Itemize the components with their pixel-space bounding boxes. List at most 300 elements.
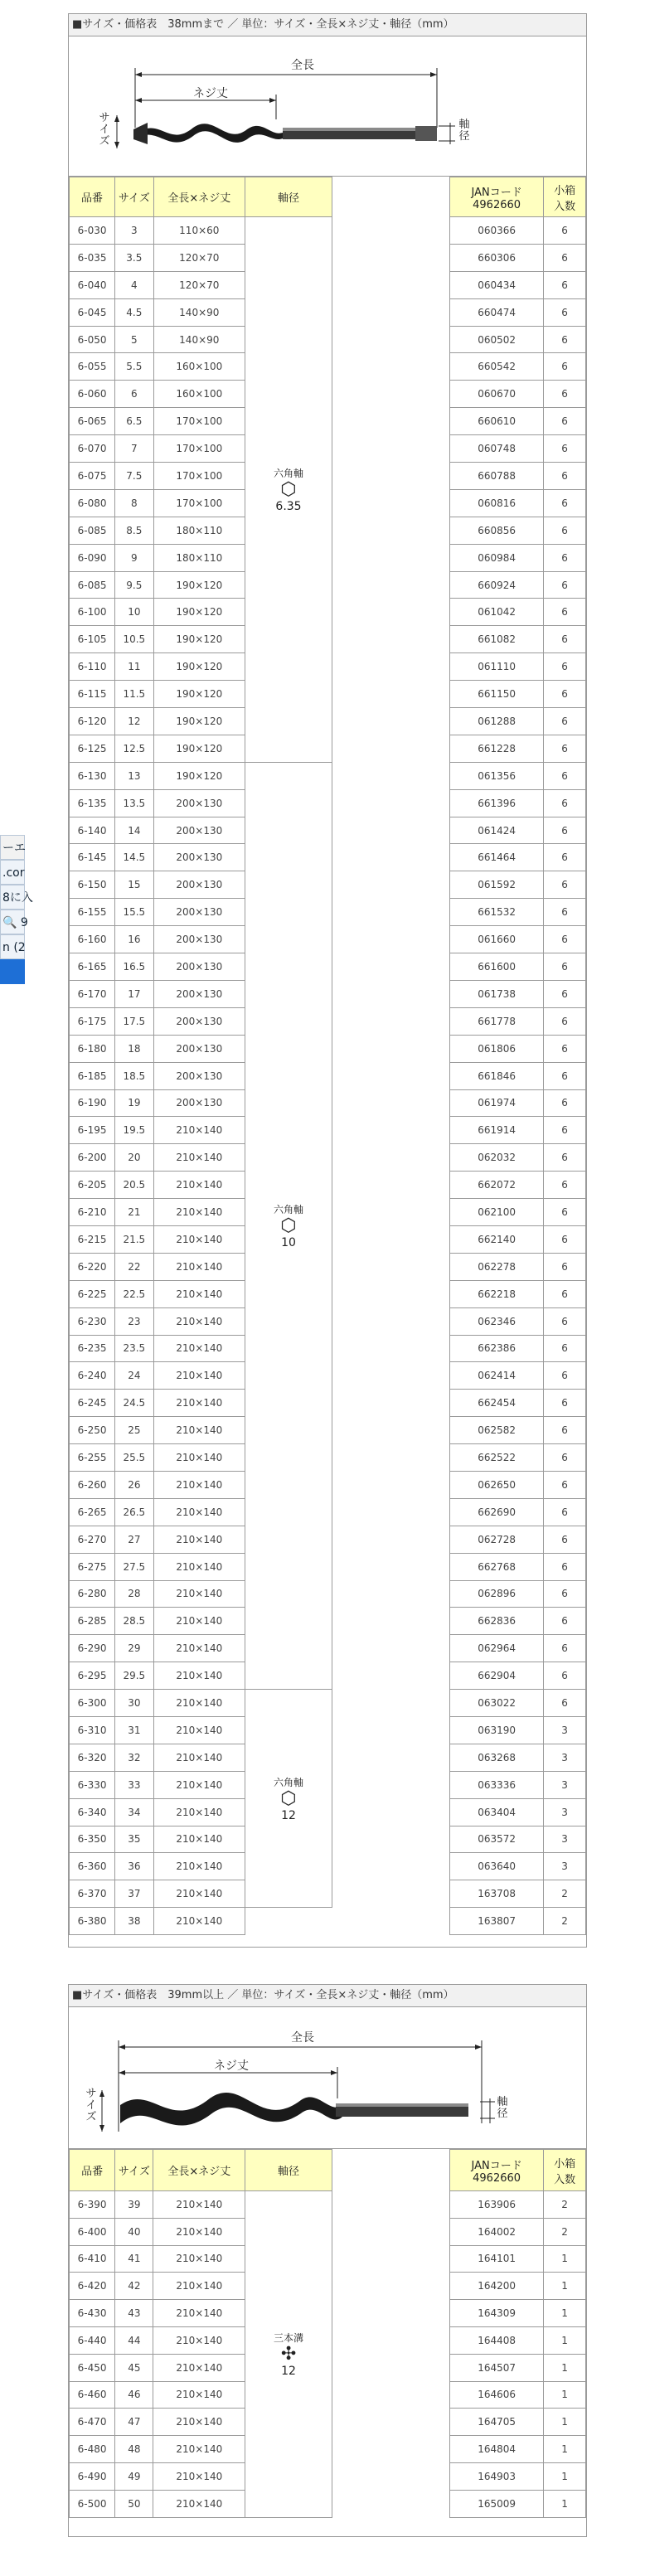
table-row (450, 735, 586, 762)
cell-product-no: 6-190 (70, 1089, 115, 1117)
cell-box-qty: 6 (544, 1062, 586, 1089)
cell-box-qty: 6 (544, 1635, 586, 1662)
cell-size: 4.5 (115, 298, 153, 326)
cell-box-qty: 1 (544, 2462, 586, 2490)
cell-box-qty: 3 (544, 1771, 586, 1798)
cell-size: 32 (115, 1744, 153, 1771)
cell-length-thread: 200×130 (153, 953, 245, 981)
cell-size: 33 (115, 1771, 153, 1798)
shaft-spec (245, 1202, 332, 1249)
cell-size: 44 (115, 2326, 153, 2354)
cell-jan-code: 060366 (450, 217, 544, 245)
cell-jan-code: 164507 (450, 2354, 544, 2381)
shaft-diameter-value: 12 (281, 1808, 296, 1822)
cell-shaft-group (245, 1690, 332, 1908)
cell-jan-code: 060434 (450, 271, 544, 298)
table-row (450, 2462, 586, 2490)
cell-size: 27.5 (115, 1553, 153, 1580)
col-shaft: 軸径 (245, 2150, 332, 2191)
cell-length-thread: 200×130 (153, 1062, 245, 1089)
cell-box-qty: 6 (544, 1172, 586, 1199)
fragment-line-6 (0, 959, 25, 984)
cell-length-thread: 210×140 (153, 1553, 245, 1580)
cell-jan-code: 061660 (450, 926, 544, 953)
cell-length-thread: 210×140 (153, 2218, 245, 2245)
cell-box-qty: 3 (544, 1853, 586, 1880)
cell-length-thread: 120×70 (153, 244, 245, 271)
size-price-table-38mm (68, 13, 587, 1948)
cell-size: 3 (115, 217, 153, 245)
table-row (450, 1580, 586, 1608)
cell-product-no: 6-035 (70, 244, 115, 271)
cell-box-qty: 2 (544, 2191, 586, 2219)
table-row (450, 2381, 586, 2409)
cell-product-no: 6-115 (70, 681, 115, 708)
cell-product-no: 6-135 (70, 789, 115, 817)
cell-size: 14 (115, 817, 153, 844)
cell-box-qty: 3 (544, 1716, 586, 1744)
cell-product-no: 6-040 (70, 271, 115, 298)
cell-product-no: 6-310 (70, 1716, 115, 1744)
cell-product-no: 6-285 (70, 1608, 115, 1635)
cell-size: 16.5 (115, 953, 153, 981)
cell-product-no: 6-070 (70, 435, 115, 463)
cell-size: 5.5 (115, 353, 153, 381)
table-row (70, 1690, 332, 1717)
cell-size: 7 (115, 435, 153, 463)
cell-size: 37 (115, 1880, 153, 1908)
fragment-line-5: n (2 (0, 934, 25, 959)
table-row (450, 899, 586, 926)
cell-size: 47 (115, 2409, 153, 2436)
cell-jan-code: 660610 (450, 408, 544, 435)
table-row (70, 762, 332, 789)
cell-size: 19.5 (115, 1117, 153, 1144)
table-row (450, 1853, 586, 1880)
cell-size: 7.5 (115, 463, 153, 490)
cell-size: 25.5 (115, 1444, 153, 1472)
cell-length-thread: 210×140 (153, 1117, 245, 1144)
cell-jan-code: 164002 (450, 2218, 544, 2245)
cell-box-qty: 6 (544, 326, 586, 353)
cell-length-thread: 210×140 (153, 2436, 245, 2463)
cell-size: 12.5 (115, 735, 153, 762)
cell-box-qty: 6 (544, 681, 586, 708)
cell-product-no: 6-260 (70, 1471, 115, 1498)
table-row (450, 435, 586, 463)
shaft-type-label: 六角軸 (274, 1776, 304, 1788)
cell-product-no: 6-090 (70, 544, 115, 571)
cell-box-qty: 6 (544, 1035, 586, 1062)
table-row (450, 408, 586, 435)
cell-size: 25 (115, 1417, 153, 1444)
cell-length-thread: 210×140 (153, 1444, 245, 1472)
cell-jan-code: 164101 (450, 2245, 544, 2273)
cell-product-no: 6-160 (70, 926, 115, 953)
cell-jan-code: 063190 (450, 1716, 544, 1744)
table-row (450, 1253, 586, 1280)
cell-product-no: 6-250 (70, 1417, 115, 1444)
cell-box-qty: 6 (544, 1471, 586, 1498)
cell-size: 24 (115, 1362, 153, 1390)
cell-length-thread: 210×140 (153, 1608, 245, 1635)
shaft-spec (245, 2331, 332, 2378)
cell-length-thread: 210×140 (153, 1853, 245, 1880)
cell-size: 17.5 (115, 1007, 153, 1035)
cell-product-no: 6-270 (70, 1526, 115, 1553)
cell-size: 36 (115, 1853, 153, 1880)
cell-box-qty: 6 (544, 708, 586, 735)
cell-length-thread: 210×140 (153, 2191, 245, 2219)
table-row (450, 1608, 586, 1635)
cell-length-thread: 210×140 (153, 1335, 245, 1362)
cell-box-qty: 6 (544, 1089, 586, 1117)
cell-product-no: 6-490 (70, 2462, 115, 2490)
size-label: サイズ (85, 2088, 97, 2123)
hex-shaft-icon: ⬡ (280, 1788, 297, 1809)
cell-jan-code: 661150 (450, 681, 544, 708)
cell-product-no: 6-220 (70, 1253, 115, 1280)
table-row (450, 1335, 586, 1362)
cell-length-thread: 210×140 (153, 1417, 245, 1444)
cell-box-qty: 6 (544, 571, 586, 599)
cell-length-thread: 210×140 (153, 1280, 245, 1307)
cell-length-thread: 200×130 (153, 926, 245, 953)
table-row (450, 1798, 586, 1826)
cell-size: 29 (115, 1635, 153, 1662)
cell-box-qty: 6 (544, 1007, 586, 1035)
background-window-fragment (0, 835, 33, 1009)
cell-product-no: 6-450 (70, 2354, 115, 2381)
cell-product-no: 6-370 (70, 1880, 115, 1908)
cell-product-no: 6-340 (70, 1798, 115, 1826)
cell-box-qty: 6 (544, 1390, 586, 1417)
cell-jan-code: 164804 (450, 2436, 544, 2463)
cell-length-thread: 210×140 (153, 1826, 245, 1853)
cell-product-no: 6-245 (70, 1390, 115, 1417)
cell-product-no: 6-140 (70, 817, 115, 844)
col-shaft: 軸径 (245, 177, 332, 217)
cell-jan-code: 662768 (450, 1553, 544, 1580)
table-row (450, 244, 586, 271)
cell-box-qty: 6 (544, 1144, 586, 1172)
cell-jan-code: 063336 (450, 1771, 544, 1798)
cell-length-thread: 210×140 (153, 1362, 245, 1390)
cell-product-no: 6-085 (70, 517, 115, 544)
cell-box-qty: 1 (544, 2273, 586, 2300)
table-row (450, 1007, 586, 1035)
cell-length-thread: 200×130 (153, 1035, 245, 1062)
cell-jan-code: 060816 (450, 489, 544, 517)
cell-size: 39 (115, 2191, 153, 2219)
cell-jan-code: 063572 (450, 1826, 544, 1853)
cell-box-qty: 1 (544, 2326, 586, 2354)
cell-box-qty: 6 (544, 1662, 586, 1690)
cell-size: 26.5 (115, 1498, 153, 1526)
table-row (450, 544, 586, 571)
cell-box-qty: 6 (544, 980, 586, 1007)
cell-size: 35 (115, 1826, 153, 1853)
cell-size: 30 (115, 1690, 153, 1717)
cell-size: 12 (115, 708, 153, 735)
cell-jan-code: 062728 (450, 1526, 544, 1553)
cell-size: 38 (115, 1908, 153, 1935)
table-row (450, 626, 586, 653)
col-jan-code: JANコード 4962660 (450, 2150, 544, 2191)
cell-size: 46 (115, 2381, 153, 2409)
cell-size: 13 (115, 762, 153, 789)
table-row (450, 2300, 586, 2327)
cell-box-qty: 6 (544, 217, 586, 245)
cell-jan-code: 662522 (450, 1444, 544, 1472)
cell-length-thread: 120×70 (153, 271, 245, 298)
cell-box-qty: 2 (544, 1908, 586, 1935)
cell-length-thread: 190×120 (153, 762, 245, 789)
table-row (70, 1908, 332, 1935)
cell-box-qty: 6 (544, 1417, 586, 1444)
cell-product-no: 6-195 (70, 1117, 115, 1144)
cell-product-no: 6-295 (70, 1662, 115, 1690)
cell-jan-code: 662218 (450, 1280, 544, 1307)
cell-product-no: 6-210 (70, 1199, 115, 1226)
cell-jan-code: 061042 (450, 599, 544, 626)
table-row (450, 2273, 586, 2300)
shaft-diameter-value: 12 (281, 2364, 296, 2378)
cell-length-thread: 210×140 (153, 1526, 245, 1553)
cell-box-qty: 6 (544, 381, 586, 408)
table-row (450, 1908, 586, 1935)
table-row (450, 1035, 586, 1062)
cell-jan-code: 660474 (450, 298, 544, 326)
cell-jan-code: 061424 (450, 817, 544, 844)
cell-box-qty: 1 (544, 2409, 586, 2436)
cell-product-no: 6-265 (70, 1498, 115, 1526)
cell-size: 9 (115, 544, 153, 571)
three-groove-shaft-icon: ✣ (280, 2343, 297, 2365)
table-row (450, 599, 586, 626)
cell-product-no: 6-055 (70, 353, 115, 381)
cell-jan-code: 062650 (450, 1471, 544, 1498)
cell-length-thread: 170×100 (153, 463, 245, 490)
cell-length-thread: 200×130 (153, 871, 245, 899)
cell-box-qty: 3 (544, 1826, 586, 1853)
thread-length-label: ネジ丈 (214, 2059, 249, 2073)
cell-length-thread: 210×140 (153, 1390, 245, 1417)
table-row (450, 2490, 586, 2517)
cell-size: 50 (115, 2490, 153, 2517)
cell-box-qty: 1 (544, 2300, 586, 2327)
cell-box-qty: 6 (544, 1307, 586, 1335)
cell-jan-code: 660856 (450, 517, 544, 544)
cell-length-thread: 180×110 (153, 517, 245, 544)
cell-box-qty: 6 (544, 298, 586, 326)
cell-size: 22 (115, 1253, 153, 1280)
table-row (450, 298, 586, 326)
drill-bit-diagram (69, 2007, 586, 2149)
cell-product-no: 6-460 (70, 2381, 115, 2409)
cell-jan-code: 062032 (450, 1144, 544, 1172)
cell-size: 16 (115, 926, 153, 953)
product-table-main (69, 177, 332, 1935)
cell-jan-code: 662690 (450, 1498, 544, 1526)
shaft-spec (245, 1775, 332, 1822)
col-jan-code: JANコード 4962660 (450, 177, 544, 217)
cell-length-thread: 200×130 (153, 980, 245, 1007)
table-row (450, 1390, 586, 1417)
table-row (70, 2191, 332, 2219)
cell-product-no: 6-045 (70, 298, 115, 326)
cell-box-qty: 6 (544, 1362, 586, 1390)
col-box-qty: 小箱 入数 (544, 2150, 586, 2191)
cell-length-thread: 210×140 (153, 2381, 245, 2409)
cell-box-qty: 6 (544, 1117, 586, 1144)
cell-size: 34 (115, 1798, 153, 1826)
cell-box-qty: 6 (544, 1199, 586, 1226)
cell-size: 6.5 (115, 408, 153, 435)
cell-size: 10.5 (115, 626, 153, 653)
shaft-type-label: 三本溝 (274, 2331, 304, 2344)
cell-box-qty: 6 (544, 435, 586, 463)
product-table-jan (449, 2149, 586, 2518)
cell-box-qty: 6 (544, 899, 586, 926)
col-product-no: 品番 (70, 2150, 115, 2191)
cell-shaft-group (245, 217, 332, 763)
cell-length-thread: 190×120 (153, 599, 245, 626)
cell-product-no: 6-440 (70, 2326, 115, 2354)
cell-product-no: 6-225 (70, 1280, 115, 1307)
cell-box-qty: 6 (544, 1608, 586, 1635)
table-row (450, 2218, 586, 2245)
cell-product-no: 6-205 (70, 1172, 115, 1199)
cell-jan-code: 060748 (450, 435, 544, 463)
table-row (450, 1635, 586, 1662)
cell-size: 43 (115, 2300, 153, 2327)
table-row (450, 1444, 586, 1472)
cell-box-qty: 6 (544, 1225, 586, 1253)
hex-shaft-icon: ⬡ (280, 478, 297, 500)
table-row (450, 353, 586, 381)
cell-box-qty: 6 (544, 353, 586, 381)
cell-size: 24.5 (115, 1390, 153, 1417)
cell-product-no: 6-100 (70, 599, 115, 626)
table-row (450, 789, 586, 817)
table-row (450, 2191, 586, 2219)
cell-product-no: 6-185 (70, 1062, 115, 1089)
table-row (450, 517, 586, 544)
cell-jan-code: 063404 (450, 1798, 544, 1826)
cell-length-thread: 210×140 (153, 2354, 245, 2381)
cell-jan-code: 063022 (450, 1690, 544, 1717)
cell-jan-code: 661082 (450, 626, 544, 653)
cell-jan-code: 661600 (450, 953, 544, 981)
cell-box-qty: 6 (544, 871, 586, 899)
cell-length-thread: 210×140 (153, 1880, 245, 1908)
table-row (450, 762, 586, 789)
cell-size: 11.5 (115, 681, 153, 708)
table-row (450, 1690, 586, 1717)
cell-length-thread: 190×120 (153, 571, 245, 599)
cell-box-qty: 1 (544, 2436, 586, 2463)
cell-length-thread: 210×140 (153, 1798, 245, 1826)
drill-bit-illustration (69, 36, 586, 176)
cell-size: 6 (115, 381, 153, 408)
fragment-line-2: .cor (0, 860, 25, 885)
cell-jan-code: 661464 (450, 844, 544, 871)
shaft-type-label: 六角軸 (274, 467, 304, 479)
cell-jan-code: 061738 (450, 980, 544, 1007)
table-row (450, 217, 586, 245)
cell-size: 45 (115, 2354, 153, 2381)
cell-shaft-group (245, 762, 332, 1689)
cell-product-no: 6-255 (70, 1444, 115, 1472)
cell-product-no: 6-065 (70, 408, 115, 435)
cell-jan-code: 164705 (450, 2409, 544, 2436)
cell-jan-code: 163708 (450, 1880, 544, 1908)
cell-length-thread: 210×140 (153, 1471, 245, 1498)
size-price-table-39mm (68, 1984, 587, 2537)
cell-length-thread: 110×60 (153, 217, 245, 245)
cell-size: 10 (115, 599, 153, 626)
cell-size: 31 (115, 1716, 153, 1744)
cell-jan-code: 660788 (450, 463, 544, 490)
shaft-diameter-label: 軸径 (458, 119, 470, 143)
cell-jan-code: 062100 (450, 1199, 544, 1226)
cell-size: 23.5 (115, 1335, 153, 1362)
table-row (450, 1880, 586, 1908)
table-row (450, 1771, 586, 1798)
cell-product-no: 6-155 (70, 899, 115, 926)
cell-length-thread: 210×140 (153, 1144, 245, 1172)
table-row (450, 1117, 586, 1144)
cell-jan-code: 062896 (450, 1580, 544, 1608)
fragment-line-4: 🔍 9 (0, 910, 25, 934)
cell-product-no: 6-130 (70, 762, 115, 789)
section-header: ■サイズ・価格表 39mm以上 ／ 単位：サイズ・全長×ネジ丈・軸径（mm） (69, 1985, 586, 2007)
cell-length-thread: 210×140 (153, 1172, 245, 1199)
cell-jan-code: 061806 (450, 1035, 544, 1062)
cell-jan-code: 060502 (450, 326, 544, 353)
cell-size: 18.5 (115, 1062, 153, 1089)
cell-box-qty: 6 (544, 244, 586, 271)
cell-product-no: 6-300 (70, 1690, 115, 1717)
shaft-diameter-value: 6.35 (275, 499, 302, 513)
cell-length-thread: 170×100 (153, 489, 245, 517)
cell-size: 49 (115, 2462, 153, 2490)
cell-length-thread: 170×100 (153, 435, 245, 463)
cell-jan-code: 063640 (450, 1853, 544, 1880)
cell-shaft-group (245, 2191, 332, 2518)
cell-product-no: 6-080 (70, 489, 115, 517)
cell-box-qty: 6 (544, 1335, 586, 1362)
cell-length-thread: 210×140 (153, 1771, 245, 1798)
cell-jan-code: 661914 (450, 1117, 544, 1144)
table-row (450, 326, 586, 353)
cell-product-no: 6-240 (70, 1362, 115, 1390)
cell-box-qty: 6 (544, 953, 586, 981)
cell-product-no: 6-380 (70, 1908, 115, 1935)
cell-length-thread: 210×140 (153, 2326, 245, 2354)
cell-jan-code: 661846 (450, 1062, 544, 1089)
cell-size: 19 (115, 1089, 153, 1117)
cell-product-no: 6-360 (70, 1853, 115, 1880)
cell-length-thread: 210×140 (153, 2273, 245, 2300)
cell-product-no: 6-235 (70, 1335, 115, 1362)
cell-jan-code: 063268 (450, 1744, 544, 1771)
cell-length-thread: 190×120 (153, 626, 245, 653)
cell-product-no: 6-275 (70, 1553, 115, 1580)
cell-box-qty: 6 (544, 1280, 586, 1307)
table-row (450, 571, 586, 599)
